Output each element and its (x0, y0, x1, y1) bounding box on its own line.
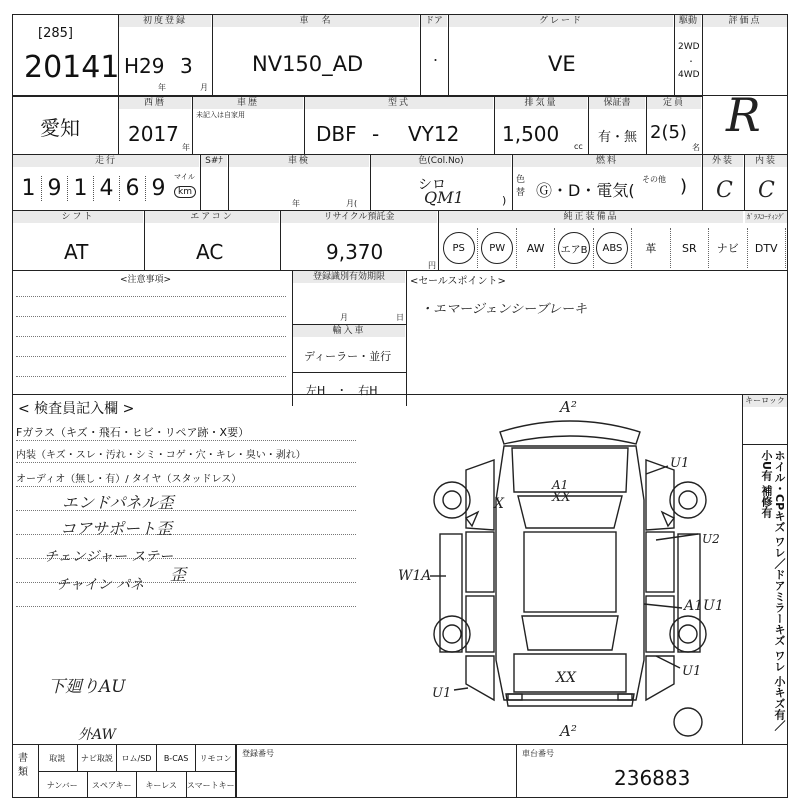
exterior: C (716, 178, 733, 203)
side-legend-2: 小キズ有／小U有 (760, 450, 786, 731)
interior: C (758, 178, 775, 203)
inspection-year-unit: 年 (292, 199, 300, 208)
capacity-label: 定員 (647, 97, 701, 109)
hand-note-2: コアサポート歪 (60, 519, 173, 538)
glass-coating-label: ｶﾞﾗｽｺｰﾃｨﾝｸﾞ (746, 213, 786, 221)
inspection-label: 車検 (229, 155, 369, 167)
reg-expire-label: 登録識別有効期限 (293, 271, 405, 283)
history-label: 車歴 (193, 97, 303, 109)
recycle-label: リサイクル預託金 (281, 211, 437, 223)
displacement-label: 排気量 (495, 97, 587, 109)
doc-item: ナビ取説 (78, 745, 118, 771)
drive-2wd: 2WD (678, 42, 700, 52)
sales-label: <セールスポイント> (410, 276, 506, 287)
doc-item: 取説 (38, 745, 78, 771)
doc-item: リモコン (196, 745, 236, 771)
color-close: ) (502, 194, 507, 207)
mark-u2: U2 (702, 532, 720, 546)
mark-u1-right-top: U1 (670, 456, 690, 471)
door-value: ・ (430, 54, 441, 67)
mileage-digit: 4 (94, 176, 120, 201)
equipment-label: 純正装備品 (439, 211, 743, 223)
mark-x-left: X (494, 496, 504, 512)
mark-w1a: W1A (398, 568, 432, 584)
hand-note-3: チェンジャー ステー (44, 549, 174, 565)
capacity: 2(5) (650, 122, 687, 143)
equipment-item (671, 228, 709, 268)
car-name: NV150_AD (252, 52, 364, 76)
docs-row-1 (38, 745, 236, 771)
shift-label: シフト (13, 211, 143, 223)
side-legend (746, 450, 786, 740)
hand-note-1: エンドパネル歪 (62, 493, 174, 512)
doc-item: スペアキー (88, 772, 138, 798)
grade: VE (548, 52, 576, 76)
year-unit: 年 (158, 83, 166, 92)
brace-note: 歪 (170, 565, 187, 584)
grade-label: グレード (449, 15, 673, 27)
equipment-label: 革 (645, 242, 657, 255)
doc-item: ナンバー (38, 772, 88, 798)
inspector-line2: 内装（キズ・スレ・汚れ・シミ・コゲ・穴・キレ・臭い・剥れ） (16, 450, 306, 461)
color-code: QM1 (424, 188, 464, 207)
warranty: 有・無 (598, 130, 638, 145)
yen-unit: 円 (428, 261, 436, 270)
equipment-list (440, 228, 786, 268)
expire-day-unit: 日 (396, 313, 404, 322)
drive-4wd: 4WD (678, 70, 700, 80)
reg-era: H29 (124, 54, 165, 78)
side-legend-3: 補修有 (760, 484, 773, 518)
interior-label: 内装 (745, 155, 787, 167)
drive-label: 駆動 (675, 15, 701, 27)
equipment-item (440, 228, 478, 268)
chassis-number: 236883 (614, 766, 691, 790)
equipment-label: PS (443, 232, 475, 264)
western-label: 西暦 (119, 97, 191, 109)
hand-note-5: 下廻りAU (48, 677, 126, 697)
ac: AC (196, 240, 224, 264)
doc-item: ロム/SD (117, 745, 157, 771)
mileage-digit: 1 (16, 176, 42, 201)
mileage-label: 走行 (13, 155, 199, 167)
mileage-digit: 9 (151, 176, 166, 201)
docs-label: 書類 (18, 753, 28, 778)
inspection-month-unit: 月( (346, 199, 358, 208)
fuel-close: ) (680, 176, 688, 197)
model-dash: - (372, 122, 380, 146)
western-year: 2017 (128, 122, 179, 146)
mark-xx-front: XX (552, 490, 571, 505)
km-unit: km (174, 186, 196, 198)
mark-a1u1: A1U1 (684, 598, 724, 614)
mileage-digit: 6 (120, 176, 146, 201)
reg-year-label: 初度登録 (119, 15, 211, 27)
car-name-label: 車 名 (213, 15, 419, 27)
expire-month-unit: 月 (340, 313, 348, 322)
color-label: 色(Col.No) (371, 155, 511, 167)
model-prefix: DBF (316, 122, 357, 146)
inspector-title: < 検査員記入欄 > (18, 401, 135, 417)
shift: AT (64, 240, 89, 264)
equipment-label: DTV (754, 241, 778, 255)
score-label: 評価点 (703, 15, 787, 27)
equipment-item (517, 228, 555, 268)
mile-unit: マイル (174, 173, 195, 181)
fuel-other: その他 (642, 175, 666, 184)
cc-unit: cc (574, 142, 583, 151)
inspector-line1: Fガラス（キズ・飛石・ヒビ・リペア跡・X要） (16, 426, 250, 439)
mileage-digit: 1 (68, 176, 94, 201)
doc-item: B-CAS (157, 745, 197, 771)
hand-note-6: 外AW (78, 727, 116, 743)
fuel-label: 燃料 (513, 155, 701, 167)
equipment-item (555, 228, 593, 268)
caution-label: <注意事項> (120, 275, 172, 285)
equipment-label: ABS (596, 232, 628, 264)
doc-item: キーレス (137, 772, 187, 798)
import-label: 輸入車 (293, 325, 405, 337)
keylock-label: キーロック (743, 395, 787, 407)
warranty-label: 保証書 (589, 97, 645, 109)
inspector-line3: オーディオ（無し・有）/ タイヤ（スタッドレス） (16, 474, 242, 485)
recolor: 色替 (516, 175, 526, 198)
mark-u1-right-bottom: U1 (682, 664, 702, 679)
equipment-label: SR (682, 241, 697, 255)
mileage-digits (16, 176, 176, 201)
region: 愛知 (40, 116, 80, 140)
exterior-label: 外装 (703, 155, 743, 167)
handle-value: 左H ・ 右H (306, 384, 378, 397)
equipment-item (632, 228, 670, 268)
doc-item: スマートキー (187, 772, 237, 798)
equipment-label: エアB (558, 232, 590, 264)
month-unit: 月 (200, 83, 208, 92)
model-code: VY12 (408, 122, 460, 146)
import-value: ディーラー・並行 (304, 350, 392, 363)
equipment-item (594, 228, 632, 268)
reg-month: 3 (180, 54, 193, 78)
equipment-label: AW (526, 241, 545, 255)
reg-number-label: 登録番号 (242, 749, 274, 758)
sharp-label: S#ﾅ (201, 155, 227, 167)
recycle-fee: 9,370 (326, 240, 384, 264)
capacity-unit: 名 (692, 143, 700, 152)
lot-box: [285] (38, 26, 73, 41)
model-label: 型式 (305, 97, 493, 109)
drive-dot: ・ (687, 57, 695, 66)
score: R (726, 88, 761, 142)
sales-point: ・エマージェンシーブレーキ (420, 302, 587, 317)
mark-a2-bottom: A² (560, 722, 577, 740)
side-legend-1: ホイル・CPキズ ワレ／ドアミラーキズ ワレ (773, 450, 786, 672)
docs-row-2 (38, 772, 236, 798)
western-year-unit: 年 (182, 143, 190, 152)
lot-number: 20141 (24, 50, 120, 85)
equipment-item (478, 228, 516, 268)
mark-a2-top: A² (560, 398, 577, 416)
mark-u1-left-bottom: U1 (432, 686, 452, 701)
displacement: 1,500 (502, 122, 560, 146)
equipment-label: ナビ (716, 242, 739, 255)
mark-xx-rear: XX (556, 670, 576, 686)
color: シロ (418, 177, 446, 193)
ac-label: エアコン (145, 211, 279, 223)
fuel: Ⓖ・D・電気( (536, 181, 635, 200)
hand-note-4: チャイン パネ (56, 577, 145, 593)
mark-a1: A1 (552, 478, 569, 492)
chassis-label: 車台番号 (522, 749, 554, 758)
equipment-item (748, 228, 786, 268)
equipment-label: PW (481, 232, 513, 264)
door-label: ドア (421, 15, 447, 27)
equipment-item (709, 228, 747, 268)
history-sub: 未記入は自家用 (196, 111, 245, 119)
mileage-digit: 9 (42, 176, 68, 201)
